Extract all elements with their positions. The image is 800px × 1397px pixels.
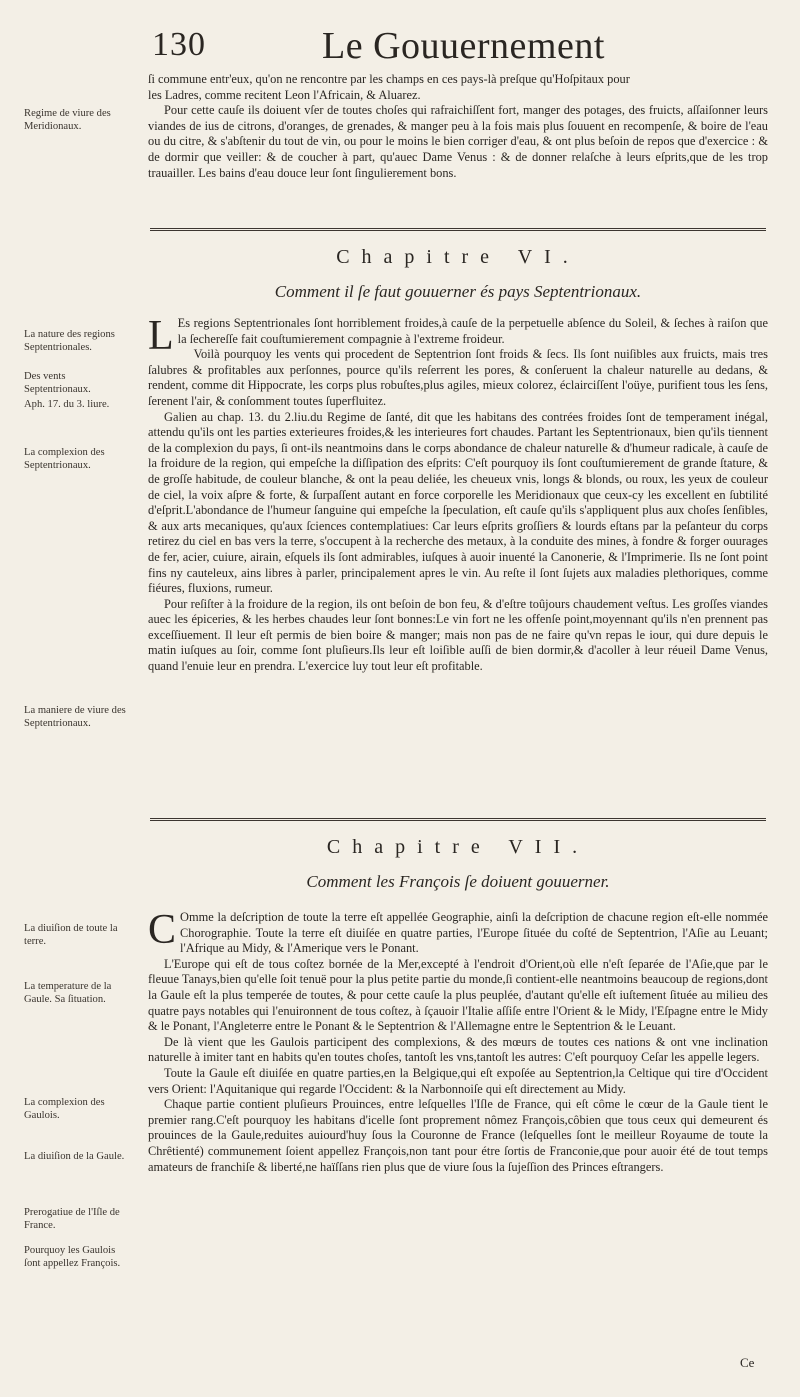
intro-text	[148, 72, 768, 181]
chapter-heading: Chapitre VII.	[326, 836, 590, 858]
chapter-paragraph: Galien au chap. 13. du 2.liu.du Regime de ſanté, dit que les habitans des contrées froides ſont de temperament inégal, attendu qu'ils ont les parties exterieures froides,& les interieures fort chaudes. Partant les Septentrionaux, bien qu'ils tiennent de la complexion du pays, ſi ont-ils neantmoins dans le corps abondance de chaleur naturelle & d'humeur radicale, à cauſe de la froidure de la region, qui empeſche la diſſipation des eſprits: C'eſt pourquoy ils ſont couſtumierement de grande ſtature, & de groſſe habitude, de couleur blanche, & ont la peau deliée, les cheueux vnis, longs & blonds, ou roux, les yeux de couleur de ciel, la voix aſpre & forte, & ſurpaſſent autant en force corporelle les Meridionaux que ceux-cy les excellent en ſubtilité d'eſprit.L'abondance de l'humeur ſanguine qui empeſche la ſpeculation, eſt cauſe qu'ils s'appliquent plus aux choſes ſenſibles, & aux arts mecaniques, qu'aux ſciences contemplatiues: Car leurs eſprits groſſiers & lourds eſtans par la peſanteur du corps retirez du ciel en bas vers la terre, s'occupent à la recherche des metaux, à la conduite des mines, à fondre & forger ouurages de fer, acier, cuiure, airain, eſquels ils ſont admirables, iuſques à auoir inuenté la Canonerie, & l'Imprimerie. Ils ne ſont point fins ny cauteleux, ains libres à parler, principalement apres le vin. Au reſte il ſont ſujets aux maladies plethoriques, comme fiéures, fluxions, rumeur.	[148, 409, 768, 596]
page-header	[0, 18, 800, 68]
chapter-paragraph: Chaque partie contient pluſieurs Prouinces, entre leſquelles l'Iſle de France, qui eſt côme le cœur de la Gaule tient le premier rang.C'eſt pourquoy les habitans d'icelle ſont proprement nômez François,côbien que tous ceux qui demeurent és prouinces de la Gaule,reduites auiourd'huy ſous la Couronne de France (leſquelles ſont le meilleur Royaume de toute la Chrêtienté) communement ſoient appellez François,non tant pour étre ſortis de Franconie,que pour auoir été de tout temps amateurs de franchiſe & liberté,ne haïſſans rien plus que de viure ſous la ſujeſſion des Princes eſtrangers.	[148, 1097, 768, 1174]
margin-note: La complexion des Septentrionaux.	[24, 447, 105, 471]
chapter-paragraph: Pour reſiſter à la froidure de la region, ils ont beſoin de bon feu, & d'eſtre toûjours chaudement veſtus. Les groſſes viandes auec les épiceries, & les herbes chaudes leur ſont bonnes:Le vin fort ne les offenſe point,moyennant qu'ils n'en prennent pas exceſſiuement. Il leur eſt permis de bien boire & manger; mais non pas de ne faire qu'vn repas le iour, qui dure depuis le matin iuſques au ſoir, comme ſont pluſieurs.Ils leur eſt loiſible auſſi de bien dormir,& d'acoller à leur réueil Dame Venus, quand l'enuie leur en prendra. L'exercice luy tout leur eſt profitable.	[148, 596, 768, 674]
paragraph-text: Omme la deſcription de toute la terre eſt appellée Geographie, ainſi la deſcription de chacune region eſt-elle nommée Chorographie. Toute la terre eſt diuiſée en quatre parties, l'Europe ſituée du coſté de Septentrion, l'Aſie au Leuant; l'Afrique au Midy, & l'Amerique vers le Ponant.	[180, 910, 768, 956]
section-rule	[150, 818, 766, 821]
margin-note: La maniere de viure des Septentrionaux.	[24, 705, 126, 729]
chapter-paragraph: Voilà pourquoy les vents qui procedent de Septentrion ſont froids & ſecs. Ils ſont nuiſibles aux fruicts, mais tres ſalubres & profitables aux perſonnes, pource qu'ils reſerrent les pores, & conſeruent la chaleur naturelle au dedans, & rendent, comme dit Hippocrate, les corps plus robuſtes,plus agiles, mieux colorez, éclairciſſent l'oüye, purifient tous les ſens, ſerenent l'air, & conſomment toutes ſuperfluitez.	[148, 347, 768, 408]
margin-note: Pourquoy les Gaulois ſont appellez François.	[24, 1245, 121, 1269]
chapter-paragraph: Toute la Gaule eſt diuiſée en quatre parties,en la Belgique,qui eſt expoſée au Septentrion,la Celtique qui tire d'Occident vers Orient: l'Aquitanique qui regarde l'Occident: & la Narbonnoiſe qui eſt directement au Midy.	[148, 1065, 768, 1096]
catchword: Ce	[740, 1355, 755, 1370]
chapter-paragraph: L'Europe qui eſt de tous coſtez bornée de la Mer,excepté à l'endroit d'Orient,où elle n'eſt ſeparée de l'Aſie,que par le fleuue Tanays,bien qu'elle ſoit tenuë pour la plus petite partie du monde,ſi contient-elle neantmoins beaucoup de regions,dont la Gaule eſt la plus temperée de toutes, & pour cette cauſe la plus peuplée, d'autant qu'elle eſt iuſtement ſituée au milieu des quatre pays notables qui l'enuironnent de tous coſtez, à ſçauoir l'Italie aſſiſe entre l'Orient & le Midy, l'Eſpagne entre le Midy & le Ponant, l'Angleterre entre le Ponant & le Septentrion & l'Allemagne entre le Septentrion & le Leuant.	[148, 956, 768, 1034]
paragraph-text: Es regions Septentrionales ſont horriblement froides,à cauſe de la perpetuelle abſence du Soleil, & ſeches à raiſon que la ſechereſſe fait couſtumierement compagnie à l'extreme froideur.	[177, 316, 768, 346]
intro-paragraph: Pour cette cauſe ils doiuent vſer de toutes choſes qui rafraichiſſent fort, manger des potages, des fruicts, aſſaiſonner leurs viandes de ius de citrons, d'oranges, de grenades, & manger peu à la fois mais plus ſouuent en recompenſe, & boire de l'eau ou du citre, & s'abſtenir du tout de vin, ou pour le moins le bien corriger d'eau, & ont plus beſoin de repos que d'exercice : & de dormir que veiller: & de coucher à part, qu'auec Dame Venus : & de donner relaſche à leurs eſprits,que de les trop trauailler. Les bains d'eau douce leur ſont ſingulierement bons.	[148, 103, 768, 180]
chapter-title: Comment les François ſe doiuent gouuerner.	[306, 872, 610, 891]
margin-note: La temperature de la Gaule. Sa ſituation.	[24, 981, 112, 1005]
running-title: Le Gouuernement	[322, 25, 605, 67]
margin-note: La diuiſion de toute la terre.	[24, 923, 118, 947]
margin-note: Prerogatiue de l'Iſle de France.	[24, 1207, 120, 1231]
page-number: 130	[152, 26, 206, 63]
margin-note: La nature des regions Septentrionales.	[24, 329, 115, 353]
chapter7-text	[148, 907, 768, 1175]
drop-cap: L	[148, 313, 174, 359]
chapter6-text	[148, 313, 768, 675]
margin-note-text: Regime de viure des Meridionaux.	[24, 108, 111, 132]
chapter-title: Comment il ſe faut gouuerner és pays Septentrionaux.	[274, 282, 642, 301]
intro-line: les Ladres, comme recitent Leon l'Africain, & Aluarez.	[148, 87, 421, 102]
margin-note: La complexion des Gaulois.	[24, 1097, 105, 1121]
chapter-paragraph	[148, 907, 768, 957]
margin-note	[24, 107, 132, 133]
margin-note: Aph. 17. du 3. liure.	[24, 399, 110, 410]
chapter-paragraph	[148, 313, 768, 359]
drop-cap: C	[148, 907, 177, 953]
margin-note: Des vents Septentrionaux.	[24, 371, 91, 395]
chapter-heading: Chapitre VI.	[336, 246, 580, 268]
section-rule	[150, 228, 766, 231]
intro-line: ſi commune entr'eux, qu'on ne rencontre par les champs en ces pays-là preſque qu'Hoſpitaux pour	[148, 72, 630, 86]
margin-note: La diuiſion de la Gaule.	[24, 1151, 125, 1162]
chapter-paragraph: De là vient que les Gaulois participent des complexions, & des mœurs de toutes ces nations & ont vne inclination naturelle à imiter tant en habits qu'en toutes choſes, tantoſt les vns,tantoſt les autres: C'eſt pourquoy Ceſar les appelle legers.	[148, 1034, 768, 1065]
